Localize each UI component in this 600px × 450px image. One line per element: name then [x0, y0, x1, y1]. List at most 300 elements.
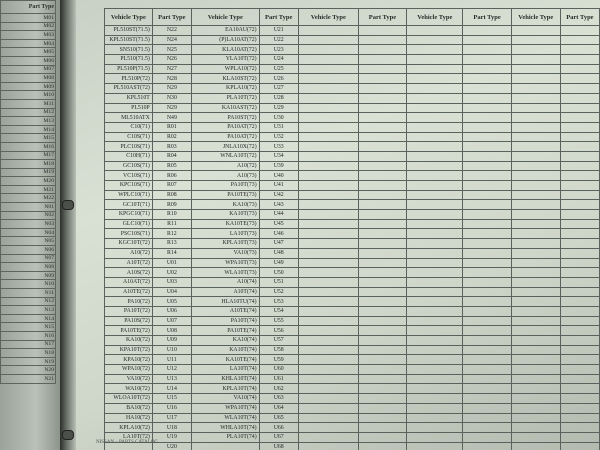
part-type-cell: R05: [152, 161, 191, 171]
empty-cell: [358, 64, 406, 74]
empty-cell: [358, 345, 406, 355]
vehicle-type-cell: GLC10(71): [105, 219, 153, 229]
empty-cell: [298, 345, 358, 355]
empty-cell: [358, 122, 406, 132]
part-code-cell: M08: [1, 74, 56, 83]
empty-cell: [511, 113, 560, 123]
empty-cell: [560, 142, 599, 152]
empty-cell: [407, 84, 463, 94]
empty-cell: [358, 423, 406, 433]
empty-cell: [560, 316, 599, 326]
empty-cell: [463, 239, 511, 249]
table-row: [1, 228, 56, 237]
vehicle-type-cell: A10S(72): [105, 268, 153, 278]
table-row: [1, 323, 56, 332]
empty-cell: [463, 394, 511, 404]
table-row: [105, 277, 600, 287]
table-row: [1, 185, 56, 194]
table-row: [105, 55, 600, 65]
column-header: Vehicle Type: [511, 9, 560, 26]
empty-cell: [407, 132, 463, 142]
empty-cell: [407, 239, 463, 249]
empty-cell: [358, 200, 406, 210]
empty-cell: [298, 355, 358, 365]
empty-cell: [298, 229, 358, 239]
part-type-cell: U05: [152, 297, 191, 307]
vehicle-type-cell: VA10(74): [191, 394, 259, 404]
table-row: [1, 117, 56, 126]
vehicle-type-cell: A10TE(72): [105, 287, 153, 297]
empty-cell: [358, 394, 406, 404]
empty-cell: [407, 374, 463, 384]
vehicle-type-cell: WLOA10T(72): [105, 394, 153, 404]
binder-gutter: [60, 0, 76, 450]
empty-cell: [358, 210, 406, 220]
vehicle-type-cell: LA10T(72): [105, 432, 153, 442]
vehicle-type-cell: GC10T(71): [105, 200, 153, 210]
empty-cell: [358, 142, 406, 152]
table-row: [105, 74, 600, 84]
vehicle-type-cell: KA10(74): [191, 336, 259, 346]
table-row: [105, 239, 600, 249]
empty-cell: [358, 268, 406, 278]
empty-cell: [407, 432, 463, 442]
empty-cell: [298, 55, 358, 65]
vehicle-type-cell: A10TE(74): [191, 306, 259, 316]
part-type-cell: U15: [152, 394, 191, 404]
part-type-cell: U07: [152, 316, 191, 326]
vehicle-type-cell: PSC10S(71): [105, 229, 153, 239]
part-type-cell: U47: [259, 239, 298, 249]
part-code-cell: M03: [1, 31, 56, 40]
column-header: Vehicle Type: [105, 9, 153, 26]
empty-cell: [407, 442, 463, 450]
empty-cell: [560, 345, 599, 355]
part-type-cell: U52: [259, 287, 298, 297]
vehicle-type-cell: WPLA10(72): [191, 64, 259, 74]
empty-cell: [560, 268, 599, 278]
empty-cell: [560, 326, 599, 336]
empty-cell: [298, 306, 358, 316]
empty-cell: [358, 287, 406, 297]
empty-cell: [407, 413, 463, 423]
empty-cell: [511, 122, 560, 132]
vehicle-type-cell: A10(73): [191, 171, 259, 181]
empty-cell: [358, 316, 406, 326]
empty-cell: [358, 74, 406, 84]
empty-cell: [358, 365, 406, 375]
empty-cell: [358, 413, 406, 423]
empty-cell: [511, 268, 560, 278]
part-type-cell: N25: [152, 45, 191, 55]
part-type-cell: U19: [152, 432, 191, 442]
vehicle-type-cell: PA10AT(72): [191, 122, 259, 132]
empty-cell: [511, 132, 560, 142]
vehicle-type-cell: PL510ST(71.5): [105, 26, 153, 36]
empty-cell: [298, 219, 358, 229]
part-type-cell: U62: [259, 384, 298, 394]
table-row: [1, 297, 56, 306]
table-row: [1, 160, 56, 169]
empty-cell: [407, 26, 463, 36]
part-code-cell: M18: [1, 160, 56, 169]
vehicle-type-cell: PL510(71.5): [105, 55, 153, 65]
empty-cell: [358, 336, 406, 346]
empty-cell: [511, 394, 560, 404]
column-header: Vehicle Type: [298, 9, 358, 26]
empty-cell: [407, 287, 463, 297]
table-row: [105, 132, 600, 142]
empty-cell: [298, 336, 358, 346]
vehicle-type-cell: LA10T(73): [191, 229, 259, 239]
part-type-cell: R02: [152, 132, 191, 142]
empty-cell: [298, 287, 358, 297]
empty-cell: [560, 210, 599, 220]
part-type-cell: R09: [152, 200, 191, 210]
part-code-cell: N11: [1, 289, 56, 298]
vehicle-type-cell: KA10TE(74): [191, 355, 259, 365]
part-type-cell: U65: [259, 413, 298, 423]
part-type-cell: U21: [259, 26, 298, 36]
empty-cell: [298, 142, 358, 152]
left-page-body: [1, 14, 56, 384]
empty-cell: [358, 403, 406, 413]
empty-cell: [407, 181, 463, 191]
table-row: [1, 211, 56, 220]
empty-cell: [407, 297, 463, 307]
table-row: [105, 171, 600, 181]
empty-cell: [298, 326, 358, 336]
empty-cell: [298, 64, 358, 74]
table-row: [1, 99, 56, 108]
part-type-cell: U40: [259, 171, 298, 181]
part-type-cell: N30: [152, 93, 191, 103]
empty-cell: [358, 384, 406, 394]
part-code-cell: M21: [1, 185, 56, 194]
empty-cell: [463, 316, 511, 326]
empty-cell: [358, 190, 406, 200]
empty-cell: [358, 45, 406, 55]
part-code-cell: N06: [1, 246, 56, 255]
empty-cell: [298, 316, 358, 326]
part-type-cell: N24: [152, 35, 191, 45]
part-type-cell: U23: [259, 45, 298, 55]
part-code-cell: N04: [1, 228, 56, 237]
empty-cell: [560, 229, 599, 239]
table-row: [1, 14, 56, 23]
part-type-cell: U29: [259, 103, 298, 113]
vehicle-type-cell: WPLC10(71): [105, 190, 153, 200]
vehicle-type-cell: WHLA10T(74): [191, 423, 259, 433]
empty-cell: [511, 181, 560, 191]
empty-cell: [511, 142, 560, 152]
empty-cell: [463, 355, 511, 365]
empty-cell: [463, 35, 511, 45]
empty-cell: [511, 210, 560, 220]
vehicle-type-cell: BA10(72): [105, 403, 153, 413]
part-type-cell: U46: [259, 229, 298, 239]
empty-cell: [358, 35, 406, 45]
vehicle-type-cell: WA10(72): [105, 384, 153, 394]
empty-cell: [358, 326, 406, 336]
part-type-cell: U14: [152, 384, 191, 394]
empty-cell: [358, 84, 406, 94]
part-type-cell: U50: [259, 268, 298, 278]
table-row: [105, 26, 600, 36]
empty-cell: [463, 442, 511, 450]
column-header: Part Type: [463, 9, 511, 26]
table-row: [1, 39, 56, 48]
vehicle-type-cell: VC10S(71): [105, 171, 153, 181]
empty-cell: [407, 151, 463, 161]
part-type-cell: U55: [259, 316, 298, 326]
table-row: [1, 237, 56, 246]
table-row: [105, 345, 600, 355]
table-row: [1, 31, 56, 40]
empty-cell: [560, 113, 599, 123]
table-row: [105, 151, 600, 161]
empty-cell: [298, 239, 358, 249]
table-row: [105, 113, 600, 123]
empty-cell: [560, 394, 599, 404]
table-row: [1, 220, 56, 229]
empty-cell: [298, 113, 358, 123]
empty-cell: [560, 190, 599, 200]
vehicle-type-cell: KPLA10T(74): [191, 384, 259, 394]
empty-cell: [560, 200, 599, 210]
empty-cell: [298, 268, 358, 278]
part-type-cell: U11: [152, 355, 191, 365]
part-code-cell: M13: [1, 117, 56, 126]
empty-cell: [298, 84, 358, 94]
empty-cell: [560, 287, 599, 297]
empty-cell: [407, 268, 463, 278]
table-row: [105, 181, 600, 191]
table-row: [1, 168, 56, 177]
vehicle-type-cell: WPA10(72): [105, 365, 153, 375]
part-type-cell: U12: [152, 365, 191, 375]
empty-cell: [358, 355, 406, 365]
part-type-cell: U67: [259, 432, 298, 442]
table-row: [105, 190, 600, 200]
empty-cell: [560, 55, 599, 65]
table-row: [1, 349, 56, 358]
vehicle-type-cell: A10(74): [191, 277, 259, 287]
empty-cell: [463, 374, 511, 384]
empty-cell: [407, 64, 463, 74]
table-row: [105, 287, 600, 297]
empty-cell: [511, 55, 560, 65]
empty-cell: [298, 122, 358, 132]
empty-cell: [298, 132, 358, 142]
vehicle-type-cell: [191, 442, 259, 450]
table-row: [105, 384, 600, 394]
part-type-cell: R04: [152, 151, 191, 161]
empty-cell: [560, 74, 599, 84]
empty-cell: [463, 113, 511, 123]
empty-cell: [358, 306, 406, 316]
table-row: [105, 326, 600, 336]
part-type-cell: R07: [152, 181, 191, 191]
empty-cell: [298, 413, 358, 423]
empty-cell: [560, 297, 599, 307]
table-row: [1, 246, 56, 255]
part-code-cell: M02: [1, 22, 56, 31]
empty-cell: [298, 190, 358, 200]
empty-cell: [463, 345, 511, 355]
empty-cell: [407, 306, 463, 316]
part-code-cell: M11: [1, 99, 56, 108]
vehicle-type-cell: C10(71): [105, 122, 153, 132]
vehicle-type-cell: KGC10T(72): [105, 239, 153, 249]
left-page: [0, 0, 60, 450]
empty-cell: [463, 423, 511, 433]
empty-cell: [511, 374, 560, 384]
vehicle-type-cell: WLA10T(73): [191, 268, 259, 278]
table-row: [1, 108, 56, 117]
table-row: [105, 336, 600, 346]
column-header: Part Type: [152, 9, 191, 26]
empty-cell: [511, 413, 560, 423]
empty-cell: [463, 413, 511, 423]
empty-cell: [358, 132, 406, 142]
empty-cell: [407, 248, 463, 258]
empty-cell: [463, 268, 511, 278]
part-type-cell: R01: [152, 122, 191, 132]
table-row: [105, 403, 600, 413]
part-type-cell: U24: [259, 55, 298, 65]
empty-cell: [407, 103, 463, 113]
table-row: [105, 219, 600, 229]
part-code-cell: M06: [1, 56, 56, 65]
empty-cell: [407, 122, 463, 132]
empty-cell: [560, 181, 599, 191]
part-type-cell: U64: [259, 403, 298, 413]
vehicle-type-cell: PL510P(72): [105, 74, 153, 84]
empty-cell: [463, 84, 511, 94]
empty-cell: [463, 403, 511, 413]
empty-cell: [298, 171, 358, 181]
part-code-cell: N17: [1, 340, 56, 349]
empty-cell: [560, 384, 599, 394]
empty-cell: [511, 190, 560, 200]
vehicle-type-cell: SN510(71.5): [105, 45, 153, 55]
empty-cell: [511, 277, 560, 287]
part-type-cell: U04: [152, 287, 191, 297]
empty-cell: [560, 374, 599, 384]
empty-cell: [407, 384, 463, 394]
vehicle-type-cell: KPLA10(72): [191, 84, 259, 94]
vehicle-type-cell: KA10TE(73): [191, 219, 259, 229]
part-type-cell: U06: [152, 306, 191, 316]
empty-cell: [358, 374, 406, 384]
empty-cell: [298, 151, 358, 161]
part-type-cell: U13: [152, 374, 191, 384]
part-code-cell: N02: [1, 211, 56, 220]
empty-cell: [298, 394, 358, 404]
part-type-cell: U28: [259, 93, 298, 103]
vehicle-type-cell: HLA10TU(74): [191, 297, 259, 307]
empty-cell: [560, 277, 599, 287]
empty-cell: [358, 113, 406, 123]
table-row: [1, 194, 56, 203]
vehicle-type-cell: GC10S(71): [105, 161, 153, 171]
empty-cell: [511, 316, 560, 326]
table-row: [105, 258, 600, 268]
empty-cell: [560, 171, 599, 181]
empty-cell: [407, 190, 463, 200]
table-row: [105, 103, 600, 113]
table-row: [1, 177, 56, 186]
vehicle-type-cell: HA10(72): [105, 413, 153, 423]
empty-cell: [560, 442, 599, 450]
table-row: [105, 268, 600, 278]
empty-cell: [463, 64, 511, 74]
part-type-cell: U17: [152, 413, 191, 423]
table-row: [105, 161, 600, 171]
part-type-cell: N22: [152, 26, 191, 36]
empty-cell: [463, 384, 511, 394]
table-row: [105, 93, 600, 103]
column-header: Vehicle Type: [407, 9, 463, 26]
vehicle-type-cell: KA10AST(72): [191, 103, 259, 113]
vehicle-type-cell: KPC10S(71): [105, 181, 153, 191]
empty-cell: [463, 248, 511, 258]
empty-cell: [358, 93, 406, 103]
empty-cell: [511, 229, 560, 239]
part-code-cell: M07: [1, 65, 56, 74]
empty-cell: [511, 258, 560, 268]
empty-cell: [298, 403, 358, 413]
empty-cell: [560, 336, 599, 346]
empty-cell: [358, 248, 406, 258]
part-code-cell: N03: [1, 220, 56, 229]
part-type-cell: U54: [259, 306, 298, 316]
vehicle-type-cell: KPLA10(72): [105, 423, 153, 433]
empty-cell: [298, 74, 358, 84]
empty-cell: [298, 432, 358, 442]
part-type-cell: U25: [259, 64, 298, 74]
empty-cell: [463, 432, 511, 442]
table-row: [105, 306, 600, 316]
vehicle-type-cell: VA10(72): [105, 374, 153, 384]
empty-cell: [358, 171, 406, 181]
part-code-cell: M16: [1, 142, 56, 151]
empty-cell: [407, 258, 463, 268]
part-type-cell: U66: [259, 423, 298, 433]
empty-cell: [511, 171, 560, 181]
empty-cell: [407, 316, 463, 326]
part-code-cell: M05: [1, 48, 56, 57]
empty-cell: [358, 258, 406, 268]
binder-ring: [62, 430, 74, 440]
part-code-cell: N01: [1, 203, 56, 212]
vehicle-type-cell: KLA10ST(72): [191, 74, 259, 84]
table-row: [105, 374, 600, 384]
part-type-cell: U02: [152, 268, 191, 278]
part-type-cell: N29: [152, 103, 191, 113]
part-code-cell: M10: [1, 91, 56, 100]
empty-cell: [298, 161, 358, 171]
table-row: [1, 65, 56, 74]
vehicle-type-cell: A10T(72): [105, 258, 153, 268]
part-type-cell: U43: [259, 200, 298, 210]
table-row: [1, 357, 56, 366]
empty-cell: [511, 306, 560, 316]
part-type-cell: U03: [152, 277, 191, 287]
column-header: Vehicle Type: [191, 9, 259, 26]
table-row: [1, 340, 56, 349]
